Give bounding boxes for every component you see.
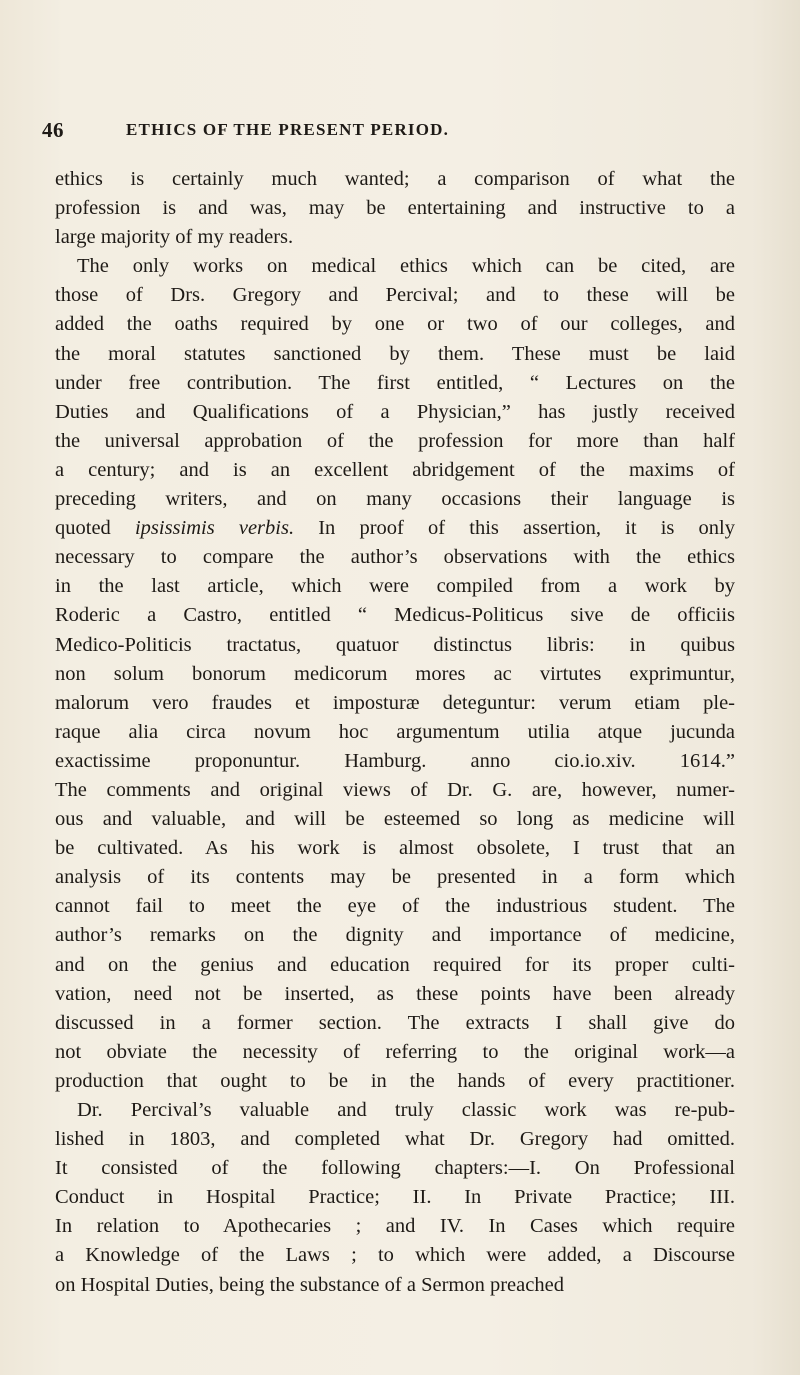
text-line: ous and valuable, and will be esteemed so long as medicine will (55, 808, 735, 831)
text-line: a century; and is an excellent abridgement of the maxims of (55, 458, 735, 481)
text-fragment: In proof of this assertion, it is only (294, 517, 735, 540)
text-line: added the oaths required by one or two of our colleges, and (55, 313, 735, 336)
text-line: on Hospital Duties, being the substance of a Sermon preached (55, 1273, 564, 1296)
text-line: Duties and Qualifications of a Physician,” has justly received (55, 400, 735, 423)
text-line: non solum bonorum medicorum mores ac virtutes exprimuntur, (55, 662, 735, 685)
text-line: ethics is certainly much wanted; a comparison of what the (55, 168, 735, 190)
text-line: Roderic a Castro, entitled “ Medicus-Politicus sive de officiis (55, 604, 735, 627)
text-line: Conduct in Hospital Practice; II. In Private Practice; III. (55, 1186, 735, 1209)
text-line: analysis of its contents may be presented in a form which (55, 866, 735, 889)
text-line: It consisted of the following chapters:—I. On Professional (55, 1157, 735, 1180)
text-line: be cultivated. As his work is almost obsolete, I trust that an (55, 837, 735, 860)
text-line: author’s remarks on the dignity and importance of medicine, (55, 924, 735, 947)
text-line: the universal approbation of the profession for more than half (55, 429, 735, 452)
text-line: vation, need not be inserted, as these points have been already (55, 982, 735, 1005)
italic-phrase: ipsissimis verbis. (134, 517, 295, 540)
text-line: not obviate the necessity of referring to the original work—a (55, 1040, 735, 1063)
text-line: profession is and was, may be entertaining and instructive to a (55, 197, 735, 220)
text-line: raque alia circa novum hoc argumentum utilia atque jucunda (55, 720, 735, 743)
text-line: discussed in a former section. The extracts I shall give do (55, 1011, 735, 1034)
text-fragment: quoted (55, 517, 111, 540)
running-head: ETHICS OF THE PRESENT PERIOD. (126, 120, 450, 139)
text-line: those of Drs. Gregory and Percival; and to these will be (55, 284, 735, 307)
text-line: The comments and original views of Dr. G. are, however, numer- (55, 778, 735, 801)
text-line: Medico-Politicis tractatus, quatuor distinctus libris: in quibus (55, 633, 735, 656)
text-line: in the last article, which were compiled from a work by (55, 575, 735, 598)
text-line: large majority of my readers. (55, 226, 294, 249)
text-line-mixed (55, 514, 735, 543)
text-line: The only works on medical ethics which can be cited, are (77, 255, 735, 278)
text-line: In relation to Apothecaries ; and IV. In Cases which require (55, 1215, 735, 1238)
text-line: production that ought to be in the hands of every practitioner. (55, 1069, 735, 1092)
text-line: necessary to compare the author’s observations with the ethics (55, 546, 735, 569)
text-line: a Knowledge of the Laws ; to which were added, a Discourse (55, 1244, 735, 1267)
text-line: preceding writers, and on many occasions their language is (55, 488, 735, 511)
text-line: exactissime proponuntur. Hamburg. anno cio.io.xiv. 1614.” (55, 749, 735, 772)
page-number: 46 (42, 118, 64, 142)
text-line: under free contribution. The first entitled, “ Lectures on the (55, 371, 735, 394)
text-line: malorum vero fraudes et imposturæ deteguntur: verum etiam ple- (55, 691, 735, 714)
text-line: the moral statutes sanctioned by them. These must be laid (55, 342, 735, 365)
text-line: cannot fail to meet the eye of the industrious student. The (55, 895, 735, 918)
text-line: and on the genius and education required for its proper culti- (55, 953, 735, 976)
page-header (42, 118, 742, 144)
text-line: lished in 1803, and completed what Dr. Gregory had omitted. (55, 1128, 735, 1151)
text-line: Dr. Percival’s valuable and truly classic work was re-pub- (77, 1099, 735, 1121)
body-text (55, 165, 735, 1300)
